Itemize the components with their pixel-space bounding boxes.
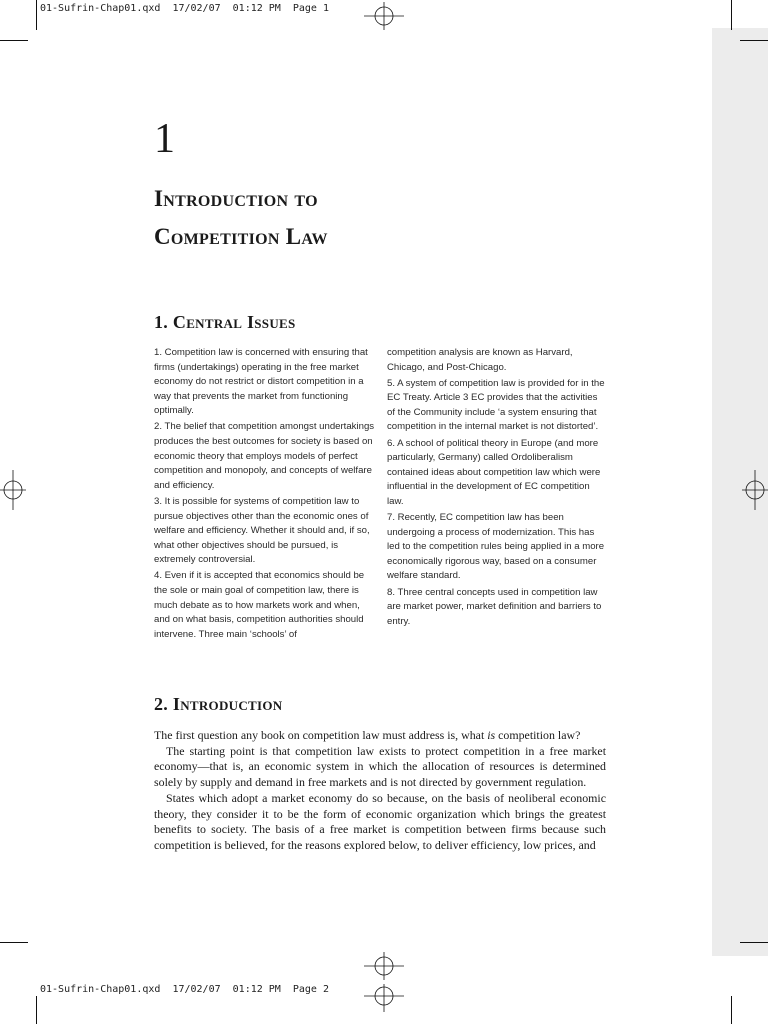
issue-item: 7. Recently, EC competition law has been undergoing a process of modernization. This has led to the competition rules being applied in a more economically rigorous way, based on a consumer welfare standard. [387,512,605,582]
crop-mark-bottom-left-vertical [36,996,37,1024]
print-slug-bottom: 01-Sufrin-Chap01.qxd 17/02/07 01:12 PM Page 2 [40,984,329,995]
body-paragraph [154,728,606,744]
registration-mark-bottom-upper [364,952,404,980]
issue-item: 2. The belief that competition amongst undertakings produces the best outcomes for society is based on economic theory that employs models of perfect competition and monopoly, and concepts of welfare and efficiency. [154,421,375,491]
crop-mark-top-right-horizontal [740,40,768,41]
para1-emphasis: is [487,728,496,742]
central-issues-right-column [387,346,607,631]
introduction-body [154,728,606,854]
issue-item: competition analysis are known as Harvard, Chicago, and Post-Chicago. [387,347,573,373]
crop-mark-bottom-right-horizontal [740,942,768,943]
chapter-title [154,180,674,256]
issue-item: 8. Three central concepts used in competition law are market power, market definition and barriers to entry. [387,586,602,627]
registration-mark-right [742,470,768,510]
crop-mark-bottom-left-horizontal [0,942,28,943]
body-paragraph: The starting point is that competition law exists to protect competition in a free market economy—that is, an economic system in which the allocation of resources is determined solely by supply and demand in free markets and is not directed by government regulation. [154,743,606,790]
body-paragraph: States which adopt a market economy do so because, on the basis of neoliberal economic theory, they consider it to be the form of economic organization which brings the greatest benefits to society. The basis of a free market is competition between firms because such competition is believed, for the reasons explored below, to deliver efficiency, low prices, and [154,790,606,852]
crop-mark-top-right-vertical [731,0,732,30]
chapter-number: 1 [154,116,175,162]
print-slug-top: 01-Sufrin-Chap01.qxd 17/02/07 01:12 PM Page 1 [40,3,329,14]
crop-mark-bottom-right-vertical [731,996,732,1024]
para1-text: The first question any book on competition law must address is, what [154,728,488,742]
crop-mark-top-left-horizontal [0,40,28,41]
issue-item: 1. Competition law is concerned with ensuring that firms (undertakings) operating in the free market economy do not restrict or distort competition in a way that prevents the market from functioning optimally. [154,347,368,417]
introduction-heading: 2. Introduction [154,694,283,714]
chapter-title-line-1: Introduction to [154,186,318,211]
registration-mark-left [0,470,26,510]
central-issues-left-column [154,346,376,644]
central-issues-heading: 1. Central Issues [154,312,296,332]
crop-mark-top-left-vertical [36,0,37,30]
registration-mark-bottom-lower [364,984,404,1012]
issue-item: 4. Even if it is accepted that economics should be the sole or main goal of competition law, there is much debate as to how markets work and when, and on what basis, competition authorities should intervene. Three main ‘schools’ of [154,570,365,640]
para1-text-end: competition law? [495,728,581,742]
issue-item: 3. It is possible for systems of competition law to pursue objectives other than the economic ones of welfare and efficiency. Whether it should and, if so, what other objectives should be pursued, is extremely controversial. [154,495,370,566]
chapter-title-line-2: Competition Law [154,224,328,249]
registration-mark-top [364,2,404,30]
issue-item: 6. A school of political theory in Europe (and more particularly, Germany) called Ordoliberalism contained ideas about competition law which were influential in the development of EC competition law. [387,437,601,507]
issue-item: 5. A system of competition law is provided for in the EC Treaty. Article 3 EC provides that the activities of the Community include ‘a system ensuring that competition in the internal market is not distorted’. [387,377,605,433]
